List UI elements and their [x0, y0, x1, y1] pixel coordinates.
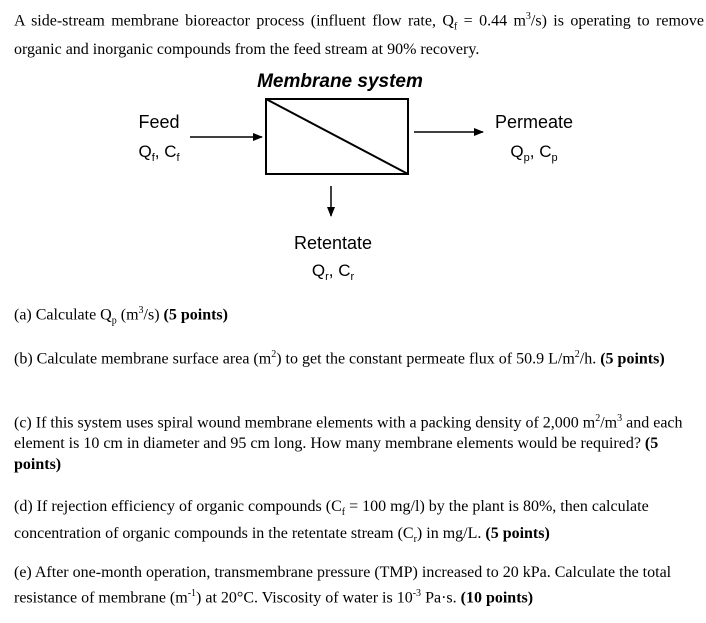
question-a: (a) Calculate $Q_p$ $(m^3/s)$ (5 points) [14, 305, 228, 327]
diagram-title: Membrane system [257, 71, 423, 92]
question-b: (b) Calculate membrane surface area $(m^2)$ to get the constant permeate flux of 50.9 $L/m^2/h$. (5 points) [14, 349, 665, 368]
intro-sup-3: 3 [525, 11, 531, 22]
points-c: (5 points) [14, 435, 659, 474]
feed-label: Feed [138, 112, 180, 132]
points-b: (5 points) [600, 350, 665, 368]
points-a: (5 points) [163, 306, 228, 324]
question-c: (c) If this system uses spiral wound membrane elements with a packing density of 2,000 $m^2/m^3$ and each element is 10 cm in diameter and 95 cm long. How many membrane elements would be required? (5 points) [14, 413, 683, 474]
feed-vars: $Q_f$, $C_f$ [138, 142, 180, 164]
question-e: (e) After one-month operation, transmembrane pressure (TMP) increased to 20 kPa. Calculate the total resistance of membrane $(m^{-1})$ at 20°C. Viscosity of water is $10^{-3}$ Pa·s. (10 points) [14, 564, 672, 607]
retentate-label: Retentate [293, 233, 373, 253]
permeate-vars: $Q_p$, $C_p$ [510, 142, 558, 164]
membrane-diagonal [266, 99, 408, 174]
points-d: (5 points) [485, 525, 550, 543]
intro-text-2: = 0.44 m [457, 12, 526, 30]
intro-text-3: /s) is operating to remove organic and inorganic compounds from the feed stream at 90% recovery. [14, 12, 705, 58]
retentate-vars: $Q_r$, $C_r$ [311, 261, 355, 283]
permeate-label: Permeate [494, 112, 574, 132]
intro-sub-f: f [453, 21, 458, 33]
question-d: (d) If rejection efficiency of organic compounds ($C_f = 100$ mg/l) by the plant is 80%, then calculate concentration of organic compounds in the retentate stream $(C_r)$ in mg/L. (5 points) [14, 498, 649, 546]
intro-text-1: A side-stream membrane bioreactor process (influent flow rate, Q [14, 12, 454, 30]
points-e: (10 points) [460, 589, 534, 607]
membrane-system-diagram [0, 0, 706, 300]
